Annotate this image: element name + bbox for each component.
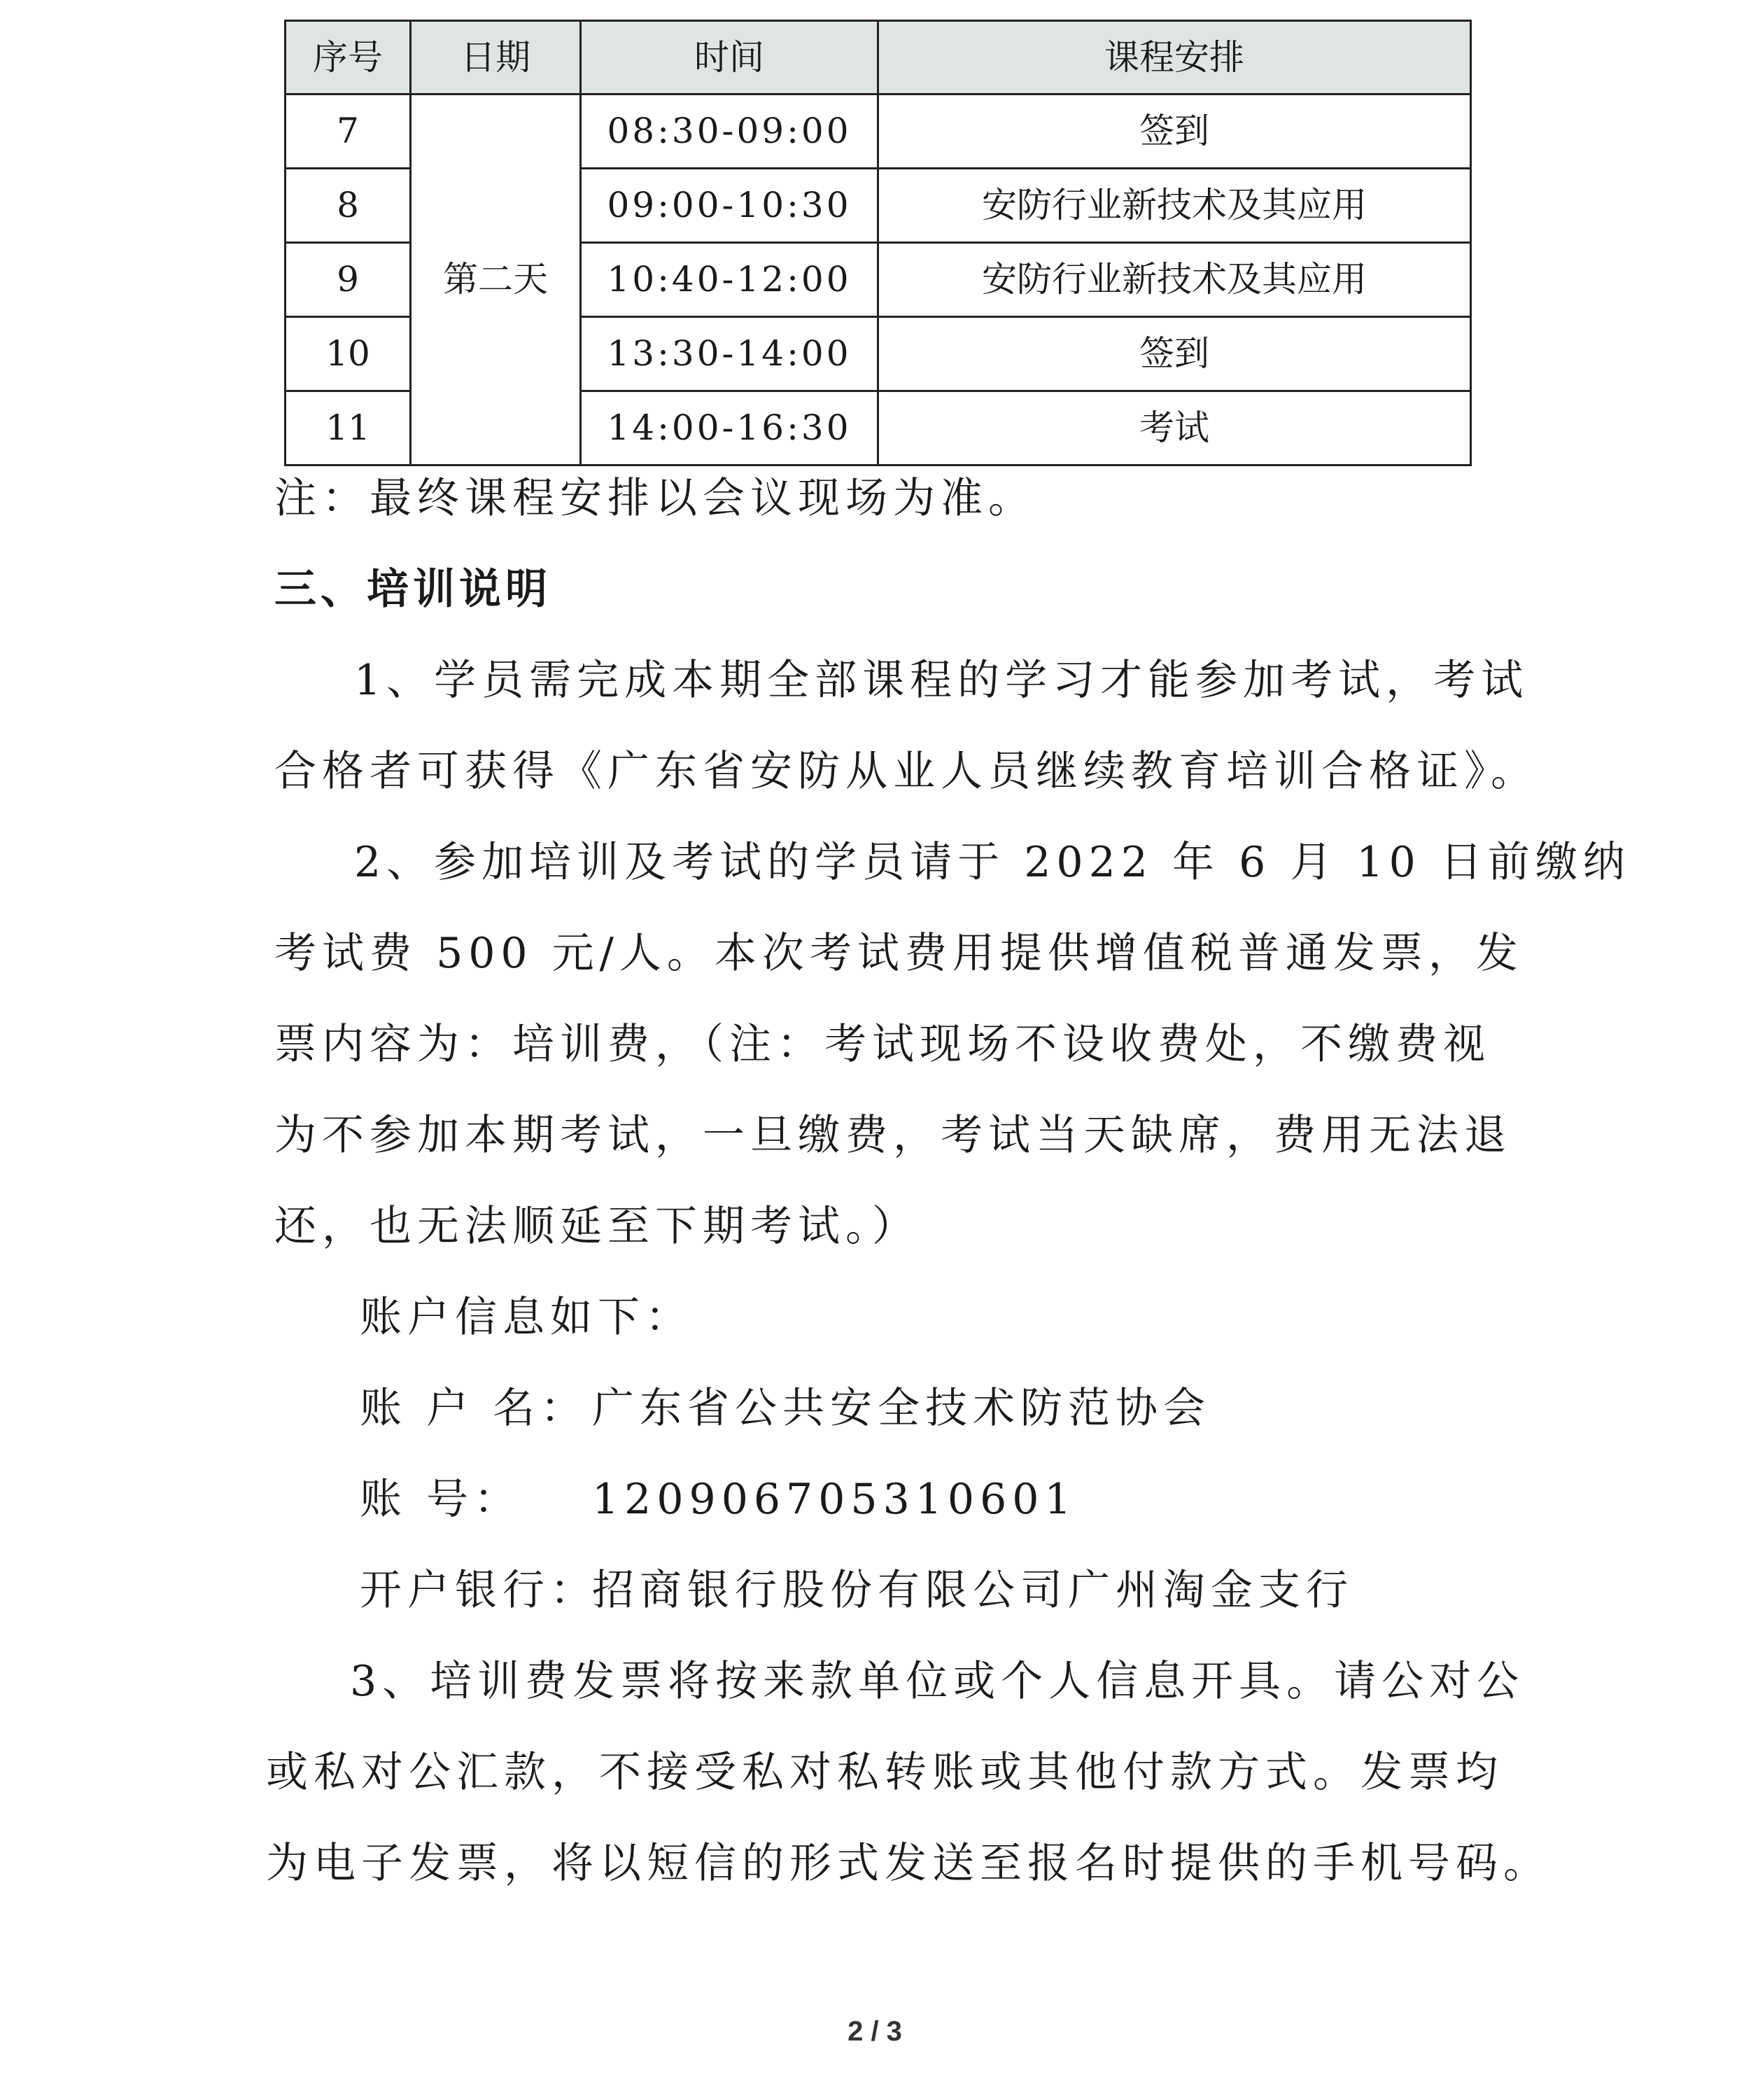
account-name-value: 广东省公共安全技术防范协会 xyxy=(592,1384,1211,1433)
row-no: 8 xyxy=(286,169,411,243)
header-date: 日期 xyxy=(411,21,581,94)
row-no: 11 xyxy=(286,391,411,465)
row-date: 第二天 xyxy=(411,94,581,465)
para2-line-2: 考试费 500 元/人。本次考试费用提供增值税普通发票，发 xyxy=(274,929,1524,978)
row-no: 10 xyxy=(286,317,411,391)
header-course: 课程安排 xyxy=(878,21,1471,94)
account-bank-label: 开户银行： xyxy=(360,1566,598,1615)
account-bank-value: 招商银行股份有限公司广州淘金支行 xyxy=(592,1566,1353,1615)
row-course: 签到 xyxy=(878,317,1471,391)
para1-line-2: 合格者可获得《广东省安防从业人员继续教育培训合格证》。 xyxy=(274,747,1538,796)
row-course: 安防行业新技术及其应用 xyxy=(878,169,1471,243)
para2-line-5: 还，也无法顺延至下期考试。） xyxy=(274,1202,920,1251)
account-number-value: 120906705310601 xyxy=(592,1475,1077,1524)
page-number: 2 / 3 xyxy=(848,2016,902,2047)
account-intro: 账户信息如下： xyxy=(360,1293,693,1342)
para3-line-3: 为电子发票，将以短信的形式发送至报名时提供的手机号码。 xyxy=(266,1839,1551,1888)
account-name-label: 账 户 名： xyxy=(360,1384,589,1433)
course-schedule-table xyxy=(284,20,1472,466)
row-time: 10:40-12:00 xyxy=(581,243,878,317)
row-course: 考试 xyxy=(878,391,1471,465)
account-number-label: 账 号： xyxy=(360,1475,522,1524)
header-no: 序号 xyxy=(286,21,411,94)
row-time: 14:00-16:30 xyxy=(581,391,878,465)
row-course: 签到 xyxy=(878,94,1471,169)
table-row xyxy=(286,94,1471,169)
para1-line-1: 1、学员需完成本期全部课程的学习才能参加考试，考试 xyxy=(354,656,1529,705)
table-header-row xyxy=(286,21,1471,94)
section-heading: 三、培训说明 xyxy=(274,565,551,614)
para3-line-2: 或私对公汇款，不接受私对私转账或其他付款方式。发票均 xyxy=(266,1748,1503,1797)
para2-line-4: 为不参加本期考试，一旦缴费，考试当天缺席，费用无法退 xyxy=(274,1111,1512,1160)
header-time: 时间 xyxy=(581,21,878,94)
para3-line-1: 3、培训费发票将按来款单位或个人信息开具。请公对公 xyxy=(350,1657,1525,1706)
para2-line-1: 2、参加培训及考试的学员请于 2022 年 6 月 10 日前缴纳 xyxy=(354,838,1631,887)
row-course: 安防行业新技术及其应用 xyxy=(878,243,1471,317)
row-no: 9 xyxy=(286,243,411,317)
schedule-note: 注：最终课程安排以会议现场为准。 xyxy=(274,474,1036,523)
row-time: 13:30-14:00 xyxy=(581,317,878,391)
row-time: 09:00-10:30 xyxy=(581,169,878,243)
row-time: 08:30-09:00 xyxy=(581,94,878,169)
row-no: 7 xyxy=(286,94,411,169)
para2-line-3: 票内容为：培训费，（注：考试现场不设收费处，不缴费视 xyxy=(274,1020,1491,1069)
